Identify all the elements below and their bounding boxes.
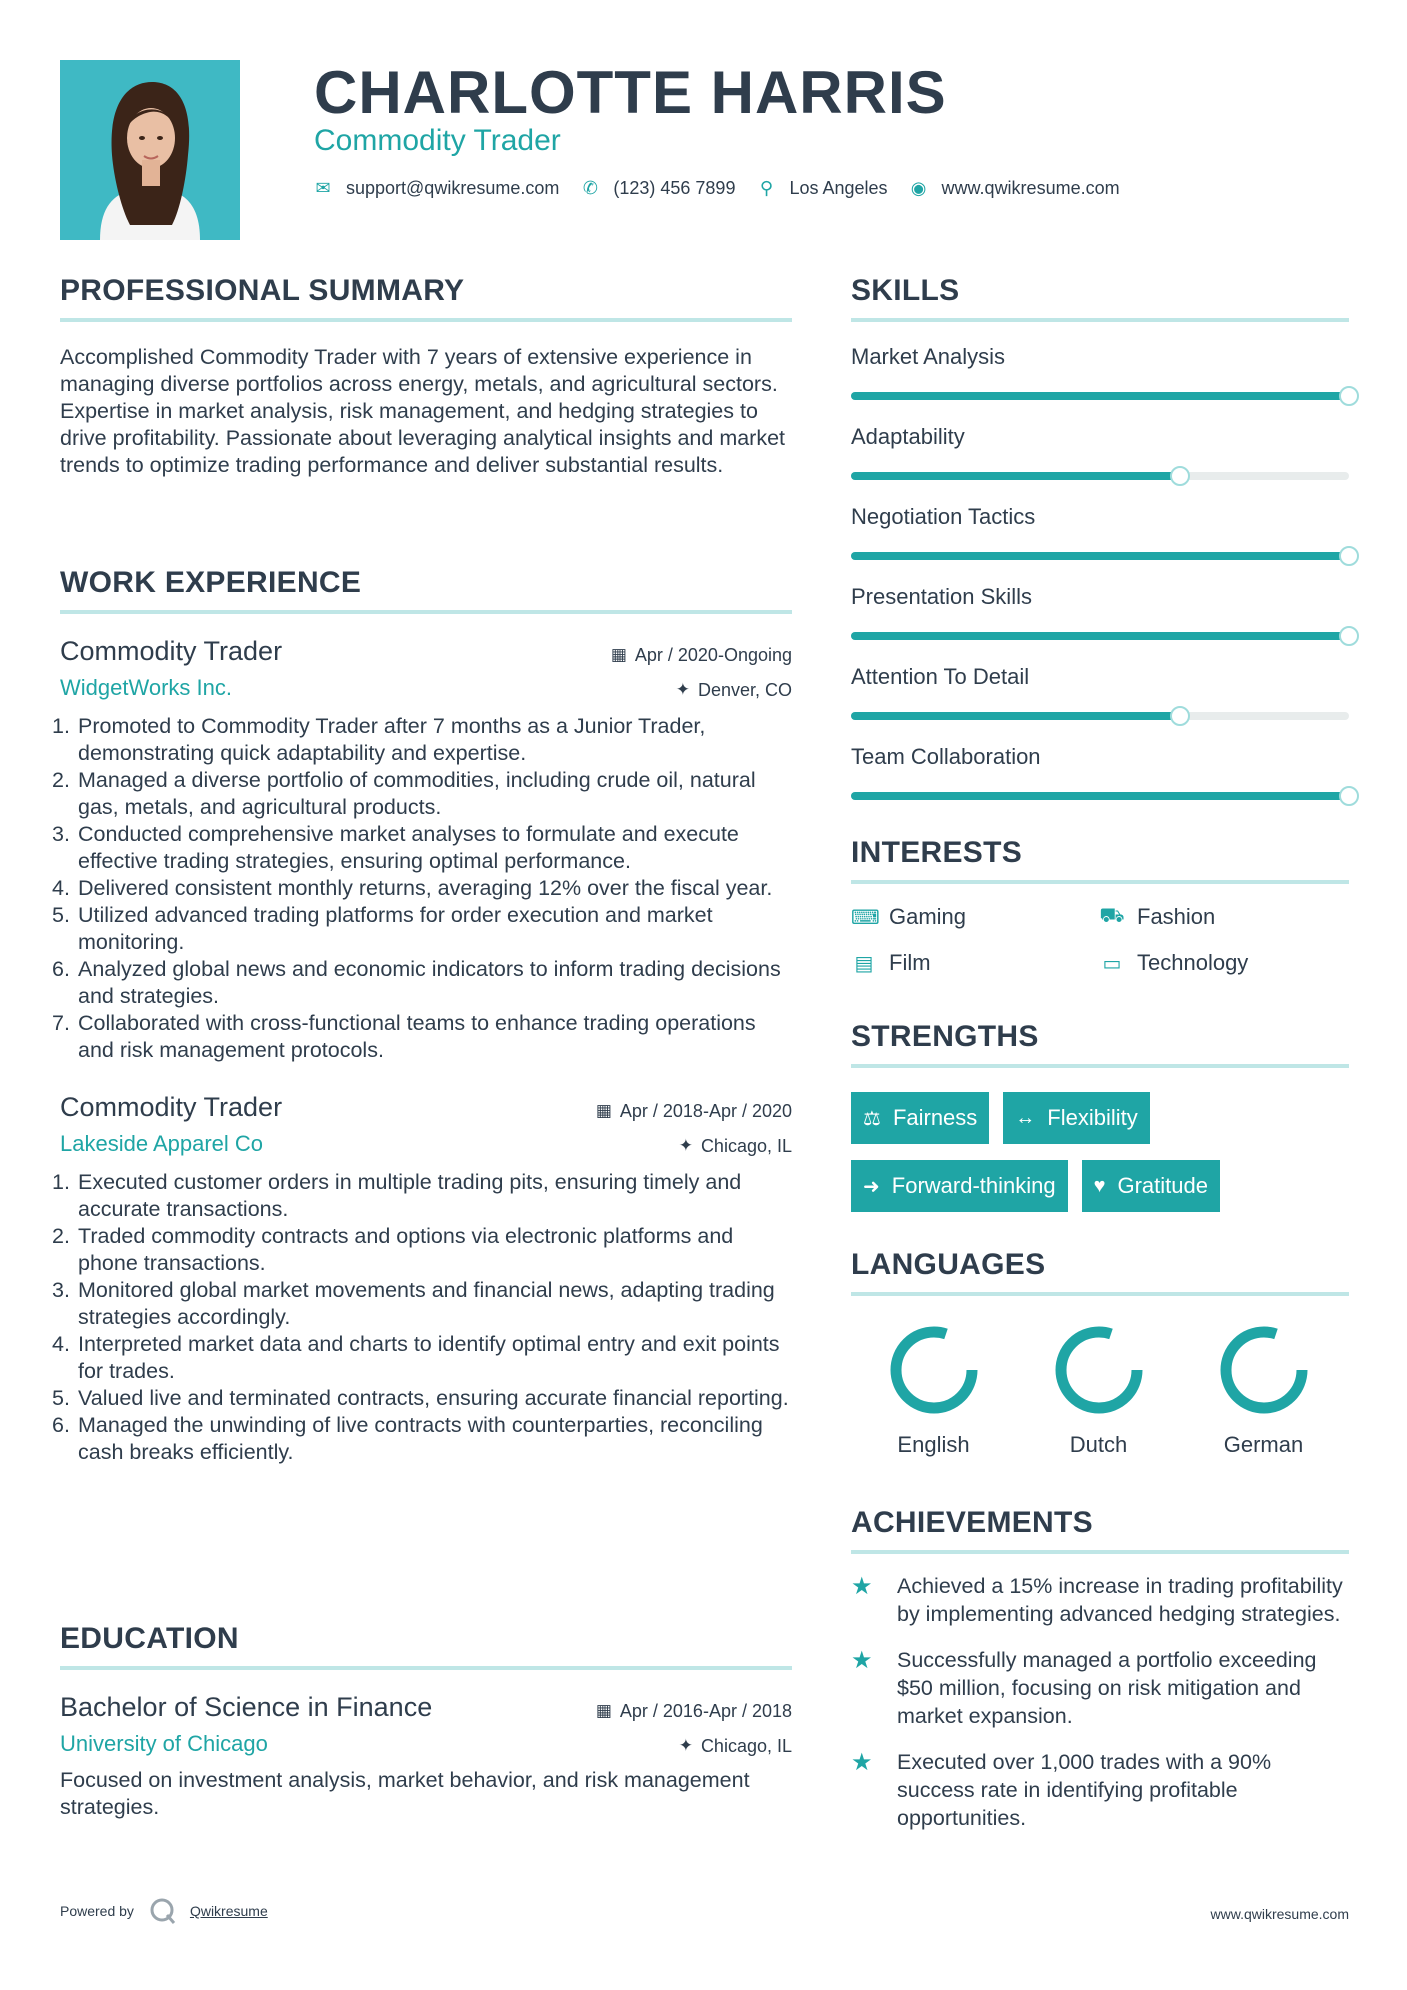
arrows-horizontal-icon: ↔ bbox=[1015, 1106, 1036, 1129]
languages-heading: LANGUAGES bbox=[851, 1248, 1046, 1281]
section-divider bbox=[851, 1550, 1349, 1554]
list-item: 2. Managed a diverse portfolio of commodities, including crude oil, natural gas, metals, and agricultural products. bbox=[52, 768, 756, 819]
skills-heading: SKILLS bbox=[851, 274, 960, 307]
powered-by-text: Powered by bbox=[60, 1903, 134, 1919]
strength-badge bbox=[851, 1092, 989, 1144]
skill-level-bar bbox=[851, 472, 1349, 480]
candidate-title: Commodity Trader bbox=[314, 124, 561, 157]
education-location-text: Chicago, IL bbox=[700, 1735, 792, 1756]
summary-heading: PROFESSIONAL SUMMARY bbox=[60, 274, 465, 307]
job-entry-2 bbox=[52, 1092, 792, 1466]
skill-level-knob bbox=[1170, 466, 1190, 486]
skill-name: Negotiation Tactics bbox=[851, 504, 1036, 529]
brand-link[interactable]: Qwikresume bbox=[189, 1903, 268, 1919]
degree-title: Bachelor of Science in Finance bbox=[60, 1692, 433, 1722]
calendar-icon: ▦ bbox=[595, 1701, 612, 1720]
education-section bbox=[60, 1622, 792, 1821]
education-location bbox=[679, 1736, 792, 1757]
achievement-text: Executed over 1,000 trades with a 90% success rate in identifying profitable opportunities. bbox=[897, 1750, 1272, 1830]
skill-name: Adaptability bbox=[851, 424, 965, 449]
job-dates bbox=[611, 645, 792, 666]
skill-name: Attention To Detail bbox=[851, 664, 1030, 689]
interest-item bbox=[1099, 904, 1347, 930]
globe-icon: ◉ bbox=[910, 178, 927, 198]
skill-level-fill bbox=[851, 392, 1349, 400]
contact-phone-text: (123) 456 7899 bbox=[613, 178, 736, 198]
education-heading: EDUCATION bbox=[60, 1622, 239, 1655]
list-item: 4. Interpreted market data and charts to identify optimal entry and exit points for trades. bbox=[52, 1332, 780, 1383]
list-item: 3. Conducted comprehensive market analyses to formulate and execute effective trading strategies, ensuring optimal performance. bbox=[52, 822, 739, 873]
language-ring bbox=[1051, 1322, 1147, 1418]
interest-label: Gaming bbox=[889, 904, 967, 929]
skill-level-fill bbox=[851, 552, 1349, 560]
contact-email-text: support@qwikresume.com bbox=[346, 178, 560, 198]
list-item: 3. Monitored global market movements and financial news, adapting trading strategies accordingly. bbox=[52, 1278, 775, 1329]
skill-name: Team Collaboration bbox=[851, 744, 1041, 769]
footer-powered-by bbox=[60, 1896, 268, 1926]
achievements-section bbox=[851, 1506, 1349, 1832]
company-name: WidgetWorks Inc. bbox=[60, 675, 232, 700]
pushpin-icon: ✦ bbox=[678, 1136, 693, 1155]
list-item: 6. Managed the unwinding of live contracts with counterparties, reconciling cash breaks efficiently. bbox=[52, 1413, 763, 1464]
strength-label: Forward-thinking bbox=[891, 1173, 1056, 1198]
contact-website-text: www.qwikresume.com bbox=[941, 178, 1120, 198]
strengths-heading: STRENGTHS bbox=[851, 1020, 1039, 1053]
skill-level-knob bbox=[1339, 386, 1359, 406]
contact-email[interactable] bbox=[314, 178, 559, 199]
section-divider bbox=[851, 1064, 1349, 1068]
contact-phone[interactable] bbox=[581, 178, 735, 199]
skill-level-knob bbox=[1170, 706, 1190, 726]
list-item: 5. Utilized advanced trading platforms for order execution and market monitoring. bbox=[52, 903, 713, 954]
pushpin-icon: ✦ bbox=[675, 680, 690, 699]
language-name: Dutch bbox=[1069, 1432, 1128, 1457]
languages-list bbox=[851, 1322, 1349, 1458]
job-location bbox=[676, 680, 792, 701]
achievement-item bbox=[851, 1646, 1349, 1730]
strength-badge bbox=[1082, 1160, 1220, 1212]
skill-level-bar bbox=[851, 712, 1349, 720]
section-divider bbox=[851, 880, 1349, 884]
shooting-star-icon: ★ bbox=[851, 1749, 873, 1776]
skill-level-knob bbox=[1339, 626, 1359, 646]
strength-label: Flexibility bbox=[1047, 1105, 1138, 1130]
list-item: 1. Promoted to Commodity Trader after 7 months as a Junior Trader, demonstrating quick adaptability and expertise. bbox=[52, 714, 706, 765]
map-pin-icon: ⚲ bbox=[759, 178, 774, 198]
interest-label: Technology bbox=[1137, 950, 1249, 975]
summary-text: Accomplished Commodity Trader with 7 years of extensive experience in managing diverse portfolios across energy, metals, and agricultural sectors. Expertise in market analysis, risk management, and hedging strategies to drive profitability. Passionate about leveraging analytical insights and market trends to optimize trading performance and deliver substantial results. bbox=[60, 345, 786, 477]
arrow-right-icon: ➜ bbox=[863, 1175, 880, 1198]
skill-item bbox=[851, 584, 1349, 640]
skill-level-bar bbox=[851, 792, 1349, 800]
job-location bbox=[679, 1136, 792, 1157]
strength-badge bbox=[851, 1160, 1068, 1212]
list-item: 4. Delivered consistent monthly returns, averaging 12% over the fiscal year. bbox=[52, 876, 773, 900]
candidate-name: CHARLOTTE HARRIS bbox=[314, 59, 947, 126]
job-dates-text: Apr / 2018-Apr / 2020 bbox=[619, 1100, 792, 1121]
skill-level-fill bbox=[851, 632, 1349, 640]
calendar-icon: ▦ bbox=[595, 1101, 612, 1120]
strength-label: Fairness bbox=[892, 1105, 978, 1130]
interest-item bbox=[851, 950, 1099, 976]
interest-label: Film bbox=[889, 950, 931, 975]
shooting-star-icon: ★ bbox=[851, 1647, 873, 1674]
footer-url[interactable]: www.qwikresume.com bbox=[1210, 1906, 1349, 1922]
skills-list bbox=[851, 344, 1349, 800]
job-title: Commodity Trader bbox=[60, 636, 283, 666]
section-divider bbox=[851, 318, 1349, 322]
skill-item bbox=[851, 744, 1349, 800]
calendar-icon: ▦ bbox=[610, 645, 627, 664]
skill-level-bar bbox=[851, 392, 1349, 400]
list-item: 2. Traded commodity contracts and options via electronic platforms and phone transactions. bbox=[52, 1224, 734, 1275]
language-name: German bbox=[1223, 1432, 1304, 1457]
job-bullets bbox=[52, 1169, 792, 1466]
skill-item bbox=[851, 424, 1349, 480]
achievement-item bbox=[851, 1572, 1349, 1628]
list-item: 7. Collaborated with cross-functional teams to enhance trading operations and risk management protocols. bbox=[52, 1011, 756, 1062]
profile-photo bbox=[60, 60, 240, 240]
interests-list bbox=[851, 904, 1349, 976]
languages-section bbox=[851, 1248, 1349, 1458]
job-dates-text: Apr / 2020-Ongoing bbox=[634, 644, 792, 665]
job-bullets bbox=[52, 713, 792, 1064]
strength-label: Gratitude bbox=[1117, 1173, 1208, 1198]
job-location-text: Chicago, IL bbox=[700, 1135, 792, 1156]
section-divider bbox=[60, 1666, 792, 1670]
section-divider bbox=[851, 1292, 1349, 1296]
achievements-heading: ACHIEVEMENTS bbox=[851, 1506, 1093, 1539]
achievement-text: Successfully managed a portfolio exceeding $50 million, focusing on risk mitigation and market expansion. bbox=[897, 1648, 1317, 1728]
education-description: Focused on investment analysis, market behavior, and risk management strategies. bbox=[60, 1768, 750, 1819]
shooting-star-icon: ★ bbox=[851, 1573, 873, 1600]
skill-level-bar bbox=[851, 552, 1349, 560]
skill-level-knob bbox=[1339, 546, 1359, 566]
experience-heading: WORK EXPERIENCE bbox=[60, 566, 362, 599]
education-dates-text: Apr / 2016-Apr / 2018 bbox=[619, 1700, 792, 1721]
interest-label: Fashion bbox=[1137, 904, 1216, 929]
balance-scale-icon: ⚖ bbox=[863, 1107, 881, 1130]
language-ring bbox=[1216, 1322, 1312, 1418]
language-name: English bbox=[897, 1432, 970, 1457]
list-item: 6. Analyzed global news and economic indicators to inform trading decisions and strategies. bbox=[52, 957, 781, 1008]
shopping-bag-icon: ⛟ bbox=[1099, 904, 1125, 927]
school-name: University of Chicago bbox=[60, 1731, 268, 1756]
language-item bbox=[1181, 1322, 1346, 1458]
achievement-item bbox=[851, 1748, 1349, 1832]
list-item: 1. Executed customer orders in multiple trading pits, ensuring timely and accurate transactions. bbox=[52, 1170, 742, 1221]
achievement-text: Achieved a 15% increase in trading profitability by implementing advanced hedging strategies. bbox=[897, 1574, 1343, 1626]
strengths-section bbox=[851, 1020, 1349, 1228]
skill-level-knob bbox=[1339, 786, 1359, 806]
skill-level-fill bbox=[851, 712, 1180, 720]
skill-item bbox=[851, 344, 1349, 400]
list-item: 5. Valued live and terminated contracts, ensuring accurate financial reporting. bbox=[52, 1386, 789, 1410]
language-item bbox=[851, 1322, 1016, 1458]
skill-item bbox=[851, 504, 1349, 560]
skill-item bbox=[851, 664, 1349, 720]
interest-item bbox=[1099, 950, 1347, 976]
job-dates bbox=[596, 1101, 792, 1122]
contact-location bbox=[757, 178, 887, 199]
interests-section bbox=[851, 836, 1349, 976]
interests-heading: INTERESTS bbox=[851, 836, 1023, 869]
interest-item bbox=[851, 904, 1099, 930]
skill-level-fill bbox=[851, 472, 1180, 480]
phone-icon: ✆ bbox=[582, 178, 598, 198]
gamepad-icon: ⌨ bbox=[851, 906, 880, 929]
skills-section bbox=[851, 274, 1349, 800]
pushpin-icon: ✦ bbox=[678, 1736, 693, 1755]
strengths-list bbox=[851, 1092, 1349, 1228]
qwikresume-logo-icon bbox=[148, 1896, 178, 1926]
language-ring bbox=[886, 1322, 982, 1418]
company-name: Lakeside Apparel Co bbox=[60, 1131, 264, 1156]
section-divider bbox=[60, 318, 792, 322]
contact-bar bbox=[314, 178, 1142, 199]
skill-level-bar bbox=[851, 632, 1349, 640]
job-entry-1 bbox=[52, 636, 792, 1064]
skill-name: Presentation Skills bbox=[851, 584, 1032, 609]
skill-name: Market Analysis bbox=[851, 344, 1006, 369]
film-icon: ▤ bbox=[854, 952, 874, 975]
strength-badge bbox=[1003, 1092, 1149, 1144]
education-dates bbox=[596, 1701, 792, 1722]
envelope-icon: ✉ bbox=[315, 178, 331, 198]
language-item bbox=[1016, 1322, 1181, 1458]
laptop-icon: ▭ bbox=[1102, 952, 1122, 975]
heart-icon: ♥ bbox=[1093, 1174, 1106, 1197]
experience-section bbox=[52, 566, 792, 1466]
contact-website[interactable] bbox=[910, 178, 1120, 199]
job-location-text: Denver, CO bbox=[697, 679, 792, 700]
summary-section bbox=[60, 274, 792, 479]
job-title: Commodity Trader bbox=[60, 1092, 283, 1122]
section-divider bbox=[60, 610, 792, 614]
skill-level-fill bbox=[851, 792, 1349, 800]
contact-location-text: Los Angeles bbox=[789, 178, 888, 198]
portrait-image bbox=[60, 60, 240, 240]
